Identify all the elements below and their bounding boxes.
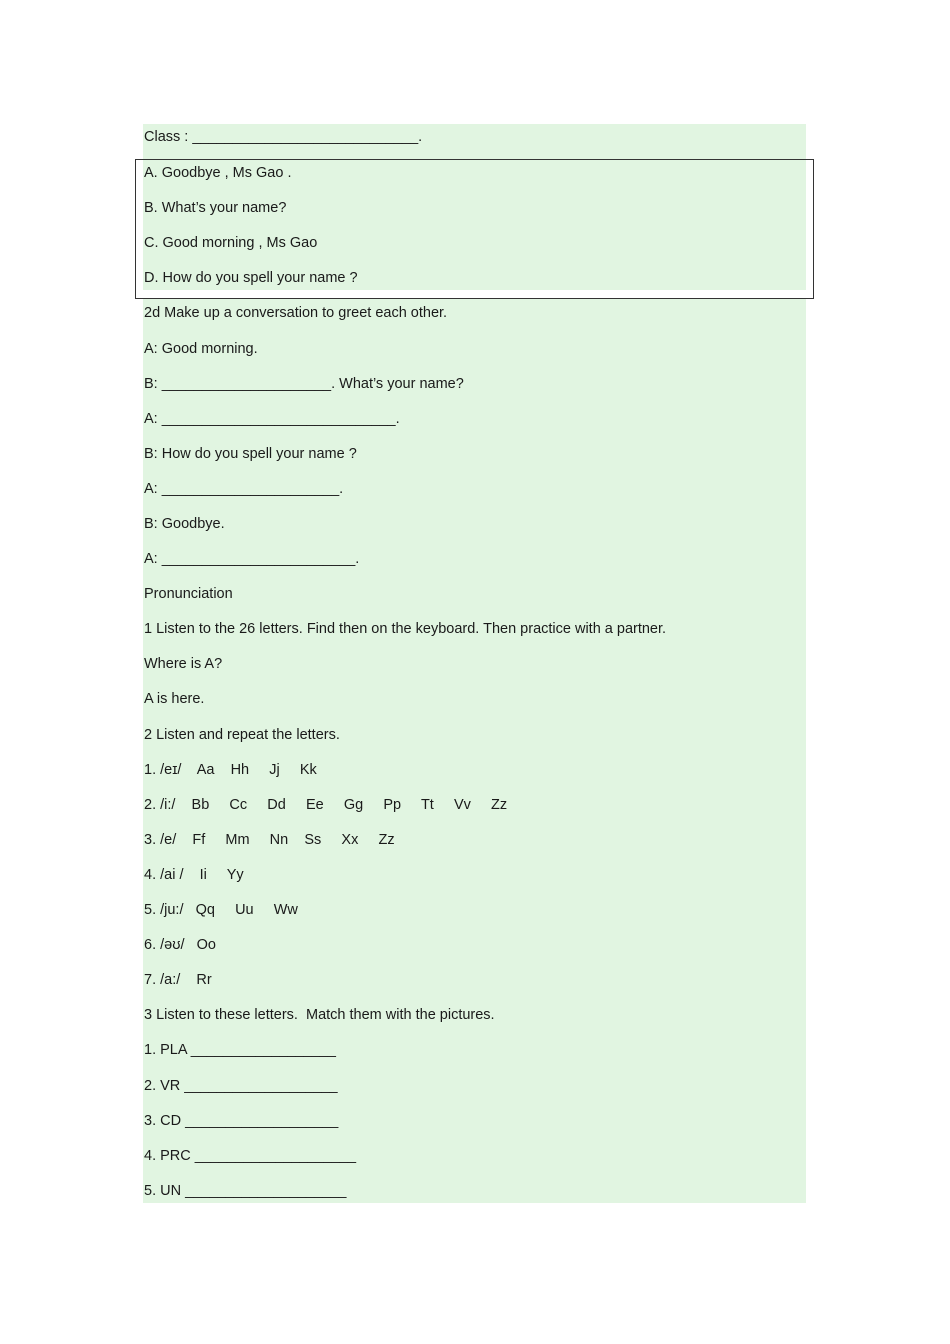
task-1-example: A is here. bbox=[144, 691, 205, 707]
sound-row: 7. /a:/ Rr bbox=[144, 972, 212, 988]
box-margin-left bbox=[136, 160, 143, 298]
dialogue-line: B: _____________________. What’s your name? bbox=[144, 376, 464, 392]
sound-row: 3. /e/ Ff Mm Nn Ss Xx Zz bbox=[144, 832, 395, 848]
option-a: A. Goodbye , Ms Gao . bbox=[144, 165, 292, 181]
dialogue-line: A: ______________________. bbox=[144, 481, 344, 497]
section-2d-heading: 2d Make up a conversation to greet each other. bbox=[144, 305, 448, 321]
sound-row: 4. /ai / Ii Yy bbox=[144, 867, 244, 883]
task-1-instruction: 1 Listen to the 26 letters. Find then on the keyboard. Then practice with a partner. bbox=[144, 621, 667, 637]
sound-row: 2. /i:/ Bb Cc Dd Ee Gg Pp Tt Vv Zz bbox=[144, 797, 508, 813]
dialogue-line: B: Goodbye. bbox=[144, 516, 225, 532]
match-row: 4. PRC ____________________ bbox=[144, 1148, 357, 1164]
dialogue-line: A: ________________________. bbox=[144, 551, 360, 567]
option-b: B. What’s your name? bbox=[144, 200, 287, 216]
match-row: 2. VR ___________________ bbox=[144, 1078, 338, 1094]
match-row: 3. CD ___________________ bbox=[144, 1113, 339, 1129]
box-margin-bottom bbox=[136, 290, 813, 298]
box-margin-right bbox=[806, 160, 813, 298]
dialogue-line: A: _____________________________. bbox=[144, 411, 400, 427]
match-row: 1. PLA __________________ bbox=[144, 1042, 336, 1058]
task-1-example: Where is A? bbox=[144, 656, 223, 672]
sound-row: 5. /ju:/ Qq Uu Ww bbox=[144, 902, 298, 918]
sound-row: 6. /əʊ/ Oo bbox=[144, 937, 216, 953]
match-row: 5. UN ____________________ bbox=[144, 1183, 347, 1199]
pronunciation-heading: Pronunciation bbox=[144, 586, 233, 602]
dialogue-line: A: Good morning. bbox=[144, 341, 258, 357]
task-3-instruction: 3 Listen to these letters. Match them with the pictures. bbox=[144, 1007, 495, 1023]
class-line: Class : ____________________________. bbox=[144, 129, 423, 145]
option-c: C. Good morning , Ms Gao bbox=[144, 235, 318, 251]
sound-row: 1. /eɪ/ Aa Hh Jj Kk bbox=[144, 762, 317, 778]
task-2-instruction: 2 Listen and repeat the letters. bbox=[144, 727, 340, 743]
option-d: D. How do you spell your name ? bbox=[144, 270, 358, 286]
dialogue-line: B: How do you spell your name ? bbox=[144, 446, 357, 462]
